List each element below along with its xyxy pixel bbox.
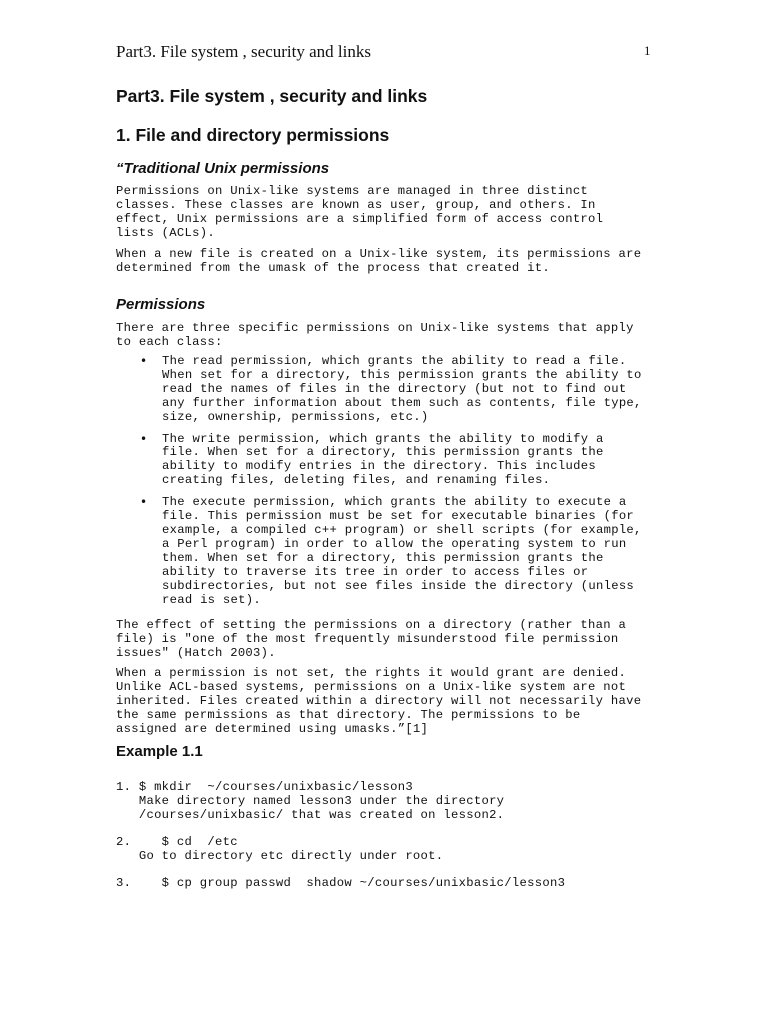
closing-paragraph: When a permission is not set, the rights it would grant are denied. Unlike ACL-based systems, permissions on a Unix-like system are not inherited. Files created within a directory will not necessarily have the same permissions as that directory. The permissions to be assigned are determined using umasks.”[1] <box>116 666 642 736</box>
bullet-marker: • <box>140 431 148 446</box>
example-list <box>116 781 565 903</box>
page-number: 1 <box>644 43 651 58</box>
bullet-item-read <box>140 355 680 425</box>
example-item: 3. $ cp group passwd shadow ~/courses/unixbasic/lesson3 <box>116 875 566 890</box>
subheading-permissions: Permissions <box>116 296 206 313</box>
closing-paragraph: The effect of setting the permissions on a directory (rather than a file) is "one of the most frequently misunderstood file permission issues" (Hatch 2003). <box>116 618 627 660</box>
bullet-item-write <box>140 433 680 489</box>
section-heading: 1. File and directory permissions <box>116 125 390 145</box>
bullet-marker: • <box>140 354 148 368</box>
permissions-intro-paragraph: There are three specific permissions on Unix-like systems that apply to each class: <box>116 321 634 349</box>
subheading-traditional-unix-permissions: “Traditional Unix permissions <box>116 160 330 177</box>
bullet-text: The execute permission, which grants the ability to execute a file. This permission must be set for executable binaries (for example, a compiled c++ program) or shell scripts (for example, a Perl program) in order to allow the operating system to run them. When set for a directory, this permission grants the ability to traverse its tree in order to access files or subdirectories, but not see files inside the directory (unless read is set). <box>162 495 642 607</box>
bullet-text: The write permission, which grants the ability to modify a file. When set for a directory, this permission grants the ability to modify entries in the directory. This includes creating files, deleting files, and renaming files. <box>162 431 604 488</box>
permissions-bullet-list <box>140 355 680 615</box>
example-heading: Example 1.1 <box>116 743 203 760</box>
example-item: 1. $ mkdir ~/courses/unixbasic/lesson3 Make directory named lesson3 under the directory /courses/unixbasic/ that was created on lesson2. <box>116 780 505 822</box>
running-header-title: Part3. File system , security and links <box>116 42 371 61</box>
intro-paragraph: Permissions on Unix-like systems are managed in three distinct classes. These classes are known as user, group, and others. In effect, Unix permissions are a simplified form of access control lists (ACLs). <box>116 184 604 240</box>
intro-paragraph: When a new file is created on a Unix-like system, its permissions are determined from the umask of the process that created it. <box>116 247 642 275</box>
example-item: 2. $ cd /etc Go to directory etc directly under root. <box>116 834 444 863</box>
bullet-item-execute <box>140 496 680 607</box>
document-title: Part3. File system , security and links <box>116 86 428 106</box>
bullet-marker: • <box>140 495 148 510</box>
bullet-text: The read permission, which grants the ability to read a file. When set for a directory, this permission grants the ability to read the names of files in the directory (but not to find out any further information about them such as contents, file type, size, ownership, permissions, etc.) <box>162 354 642 424</box>
